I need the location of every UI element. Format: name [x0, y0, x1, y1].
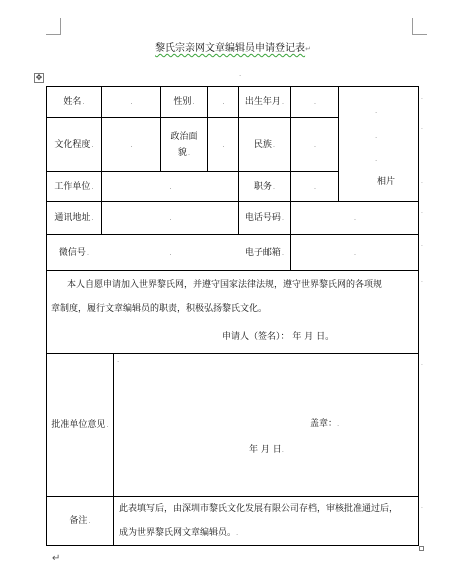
birth-label-cell: 出生年月 .: [244, 97, 285, 107]
row-end-mark: .: [421, 503, 423, 510]
end-paragraph-mark: ↵: [52, 553, 61, 564]
row-end-mark: .: [421, 124, 423, 131]
position-label-cell: 职务 .: [253, 181, 276, 192]
position-label: 职务: [253, 181, 272, 192]
row-end-mark: .: [421, 208, 423, 215]
wechat-label: 微信号: [58, 247, 86, 258]
birth-input-cell[interactable]: .: [313, 98, 317, 106]
email-input-cell[interactable]: .: [353, 248, 357, 257]
address-label-cell: 通讯地址 .: [54, 213, 94, 223]
name-label-cell: 姓名 .: [63, 97, 85, 107]
crop-mark-top-left: [46, 18, 61, 35]
phone-input-cell[interactable]: .: [353, 214, 357, 222]
phone-label: 电话号码: [244, 213, 281, 223]
name-label: 姓名: [63, 97, 82, 107]
empty-paragraph-mark: .: [239, 70, 242, 78]
political-input-cell[interactable]: .: [222, 140, 225, 149]
applicant-signature-line: 申请人（签名）： 年 月 日。: [222, 332, 335, 342]
table-move-handle[interactable]: ✥: [35, 73, 43, 82]
seal-line: 盖章：.: [310, 419, 340, 429]
political-label-cell: 政治面 貌.: [161, 118, 207, 171]
address-input-cell[interactable]: .: [169, 214, 172, 222]
address-label: 通讯地址: [54, 213, 91, 223]
remarks-label-cell: 备注 .: [69, 516, 91, 526]
gender-input-cell[interactable]: .: [222, 98, 225, 106]
political-label-line1: 政治面: [170, 131, 198, 142]
position-input-cell[interactable]: .: [313, 182, 317, 191]
workplace-input-cell[interactable]: .: [169, 182, 172, 191]
remarks-line-2: 成为世界黎氏网文章编辑员。.: [119, 528, 239, 538]
row-end-mark: .: [421, 277, 423, 284]
approval-label-cell: 批准单位意见 .: [51, 420, 109, 430]
approval-content-cell[interactable]: . 盖章：. 年 月 日.: [114, 354, 418, 496]
wechat-label-cell: 微信号 .: [58, 247, 90, 258]
ethnicity-label: 民族: [253, 139, 272, 150]
gender-label: 性别: [173, 97, 192, 107]
row-end-mark: .: [421, 94, 423, 101]
photo-cell[interactable]: . . . 相片: [375, 107, 396, 187]
email-label-cell: 电子邮箱 .: [244, 247, 285, 258]
row-end-mark: .: [421, 360, 423, 367]
remarks-label: 备注: [69, 516, 88, 526]
row-end-mark: .: [421, 178, 423, 185]
statement-line-2: 章制度，履行文章编辑员的职责，积极弘扬黎氏文化。: [51, 304, 268, 314]
education-label-cell: 文化程度 .: [54, 139, 94, 150]
title-text: 黎氏宗亲网文章编辑员申请登记表: [155, 43, 306, 54]
education-label: 文化程度: [54, 139, 91, 150]
ethnicity-label-cell: 民族 .: [253, 139, 276, 150]
paragraph-mark: ↵: [305, 45, 311, 53]
row-end-mark: .: [421, 241, 423, 248]
document-title: [0, 43, 466, 55]
remarks-line-1: 此表填写后，由深圳市黎氏文化发展有限公司存档，审核批准通过后，: [119, 504, 399, 514]
ethnicity-input-cell[interactable]: .: [313, 140, 317, 149]
workplace-label: 工作单位: [54, 181, 91, 192]
education-input-cell[interactable]: .: [130, 140, 133, 149]
name-input-cell[interactable]: .: [130, 98, 133, 106]
email-label: 电子邮箱: [244, 247, 281, 258]
photo-label: 相片: [377, 177, 396, 187]
table-resize-handle[interactable]: [419, 546, 424, 551]
phone-label-cell: 电话号码 .: [244, 213, 285, 223]
wechat-input-cell[interactable]: .: [169, 248, 172, 257]
crop-mark-top-right: [412, 18, 427, 35]
political-label-line2: 貌: [177, 147, 187, 158]
statement-cell[interactable]: [47, 271, 418, 353]
statement-line-1: 本人自愿申请加入世界黎氏网，并遵守国家法律法规，遵守世界黎氏网的各项规: [67, 280, 383, 290]
workplace-label-cell: 工作单位 .: [54, 181, 94, 192]
gender-label-cell: 性别 .: [173, 97, 195, 107]
seal-label: 盖章：: [310, 419, 338, 429]
approval-date: 年 月 日.: [249, 445, 284, 455]
approval-label: 批准单位意见: [51, 420, 106, 430]
birth-label: 出生年月: [244, 97, 281, 107]
remarks-content-cell[interactable]: [114, 497, 418, 545]
